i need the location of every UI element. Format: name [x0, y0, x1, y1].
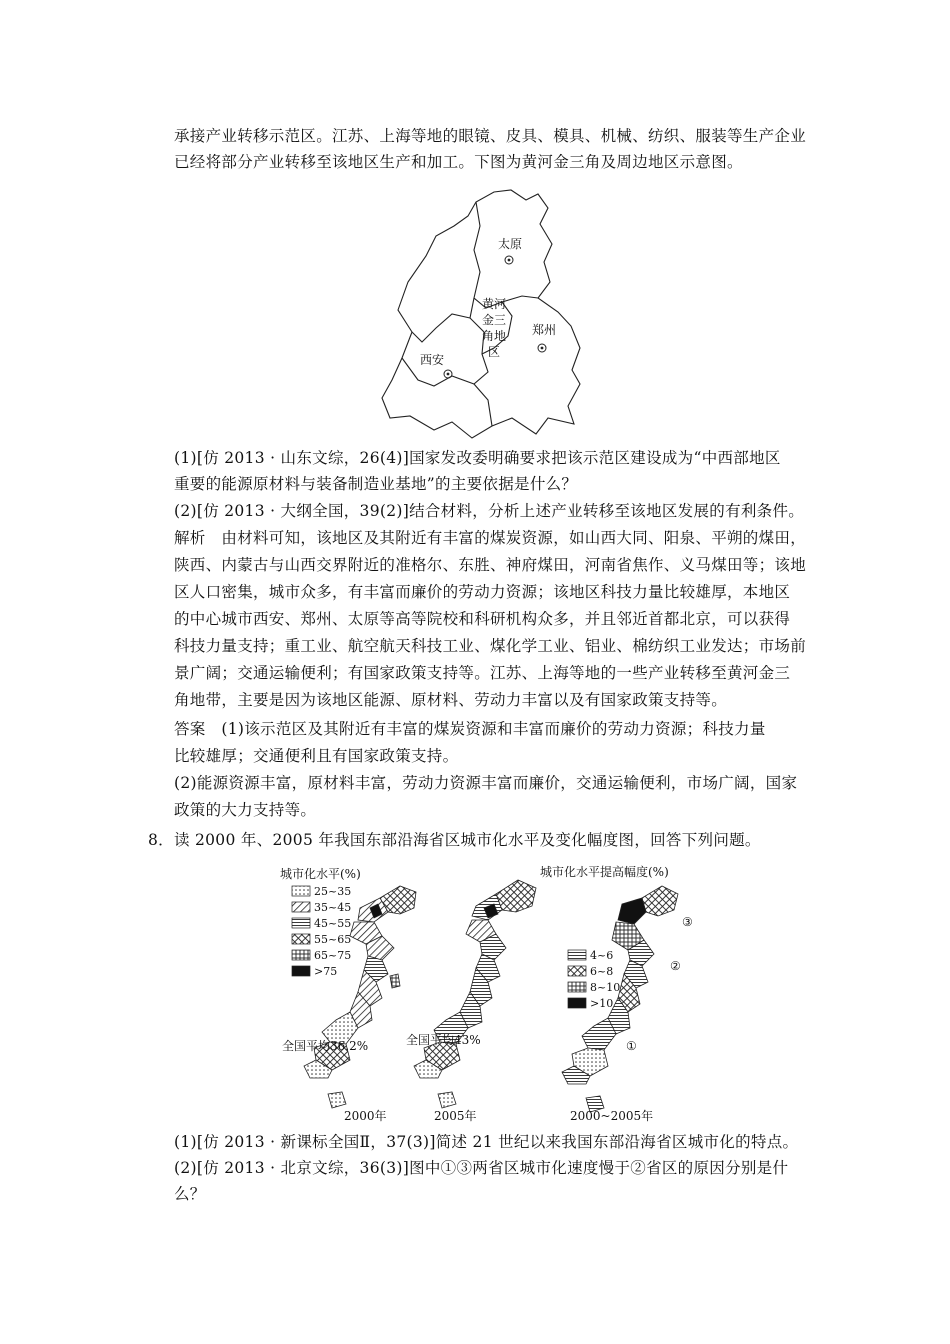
analysis-line-1: 解析 由材料可知，该地区及其附近有丰富的煤炭资源，如山西大同、阳泉、平朔的煤田， [174, 529, 807, 547]
legend-label-45-55: 45~55 [314, 917, 352, 930]
zhengzhou-city [532, 322, 556, 352]
analysis-line-4: 的中心城市西安、郑州、太原等高等院校和科研机构众多，并且邻近首都北京，可以获得 [174, 610, 791, 628]
marker-2: ② [670, 959, 681, 973]
legend-label-35-45: 35~45 [314, 901, 352, 914]
xian-city [420, 352, 452, 378]
q1-line-2: 重要的能源原材料与装备制造业基地”的主要依据是什么？ [174, 475, 578, 493]
golden-triangle-map [376, 186, 586, 446]
legend-swatch-over-75 [292, 966, 310, 976]
marker-3: ③ [682, 915, 693, 929]
region-label-line-3: 角地 [482, 329, 507, 343]
year-range-label: 2000~2005年 [570, 1109, 654, 1123]
year-2005-label: 2005年 [434, 1109, 477, 1123]
legend-swatch-8-10 [568, 982, 586, 992]
region-label-line-1: 黄河 [482, 297, 507, 311]
analysis-line-5: 科技力量支持；重工业、航空航天科技工业、煤化学工业、铝业、棉纺织工业发达；市场前 [174, 637, 807, 655]
xian-label: 西安 [420, 353, 445, 367]
legend-label-4-6: 4~6 [590, 949, 614, 962]
marker-1: ① [626, 1039, 637, 1053]
legend-swatch-6-8 [568, 966, 586, 976]
legend-label-65-75: 65~75 [314, 949, 352, 962]
left-legend-title: 城市化水平(%) [280, 867, 361, 881]
legend-swatch-45-55 [292, 918, 310, 928]
q1-line-1: (1)[仿 2013 · 山东文综，26(4)]国家发改委明确要求把该示范区建设成为“中西部地区 [174, 449, 781, 467]
answer-line-1: 答案 (1)该示范区及其附近有丰富的煤炭资源和丰富而廉价的劳动力资源；科技力量 [174, 720, 766, 738]
legend-label-6-8: 6~8 [590, 965, 614, 978]
right-legend-title: 城市化水平提高幅度(%) [540, 865, 669, 879]
region-label-line-4: 区 [488, 345, 501, 359]
map-outline [382, 190, 580, 438]
legend-label-over-10: >10 [590, 997, 614, 1010]
analysis-line-6: 景广阔；交通运输便利；有国家政策支持等。江苏、上海等地的一些产业转移至黄河金三 [174, 664, 791, 682]
legend-swatch-25-35 [292, 886, 310, 896]
answer-line-2: 比较雄厚；交通便利且有国家政策支持。 [174, 747, 459, 765]
q8-sub-line-3: 么？ [174, 1185, 206, 1203]
avg-2005-label: 全国平均43% [406, 1033, 481, 1047]
analysis-line-3: 区人口密集，城市众多，有丰富而廉价的劳动力资源；该地区科技力量比较雄厚，本地区 [174, 583, 791, 601]
legend-swatch-over-10 [568, 998, 586, 1008]
answer-line-3: (2)能源资源丰富，原材料丰富，劳动力资源丰富而廉价，交通运输便利，市场广阔，国家 [174, 774, 798, 792]
q8-sub-line-1: (1)[仿 2013 · 新课标全国Ⅱ，37(3)]简述 21 世纪以来我国东部沿海省区城市化的特点。 [174, 1133, 799, 1151]
q8-sub-line-2: (2)[仿 2013 · 北京文综，36(3)]图中①③两省区城市化速度慢于②省区的原因分别是什 [174, 1159, 789, 1177]
intro-line-1: 承接产业转移示范区。江苏、上海等地的眼镜、皮具、模具、机械、纺织、服装等生产企业 [174, 127, 807, 145]
left-legend [292, 885, 351, 978]
q2-line-1: (2)[仿 2013 · 大纲全国，39(2)]结合材料，分析上述产业转移至该地区发展的有利条件。 [174, 502, 805, 520]
taiyuan-label: 太原 [498, 237, 523, 251]
urbanization-maps [270, 864, 710, 1124]
legend-label-55-65: 55~65 [314, 933, 352, 946]
legend-swatch-65-75 [292, 950, 310, 960]
right-legend [568, 949, 620, 1010]
golden-triangle-region-label [482, 297, 506, 359]
legend-swatch-55-65 [292, 934, 310, 944]
map-2005 [414, 880, 536, 1108]
taiyuan-city [498, 236, 522, 264]
legend-swatch-35-45 [292, 902, 310, 912]
q8-line-1: 8．读 2000 年、2005 年我国东部沿海省区城市化水平及变化幅度图，回答下列问题。 [148, 831, 761, 849]
analysis-line-2: 陕西、内蒙古与山西交界附近的准格尔、东胜、神府煤田，河南省焦作、义马煤田等；该地 [174, 556, 807, 574]
intro-line-2: 已经将部分产业转移至该地区生产和加工。下图为黄河金三角及周边地区示意图。 [174, 153, 743, 171]
avg-2000-label: 全国平均36.2% [282, 1039, 369, 1053]
zhengzhou-label: 郑州 [532, 323, 557, 337]
year-2000-label: 2000年 [344, 1109, 387, 1123]
legend-swatch-4-6 [568, 950, 586, 960]
answer-line-4: 政策的大力支持等。 [174, 801, 317, 819]
region-label-line-2: 金三 [482, 313, 507, 327]
legend-label-8-10: 8~10 [590, 981, 621, 994]
legend-label-over-75: >75 [314, 965, 338, 978]
legend-label-25-35: 25~35 [314, 885, 352, 898]
analysis-line-7: 角地带，主要是因为该地区能源、原材料、劳动力丰富以及有国家政策支持等。 [174, 691, 728, 709]
